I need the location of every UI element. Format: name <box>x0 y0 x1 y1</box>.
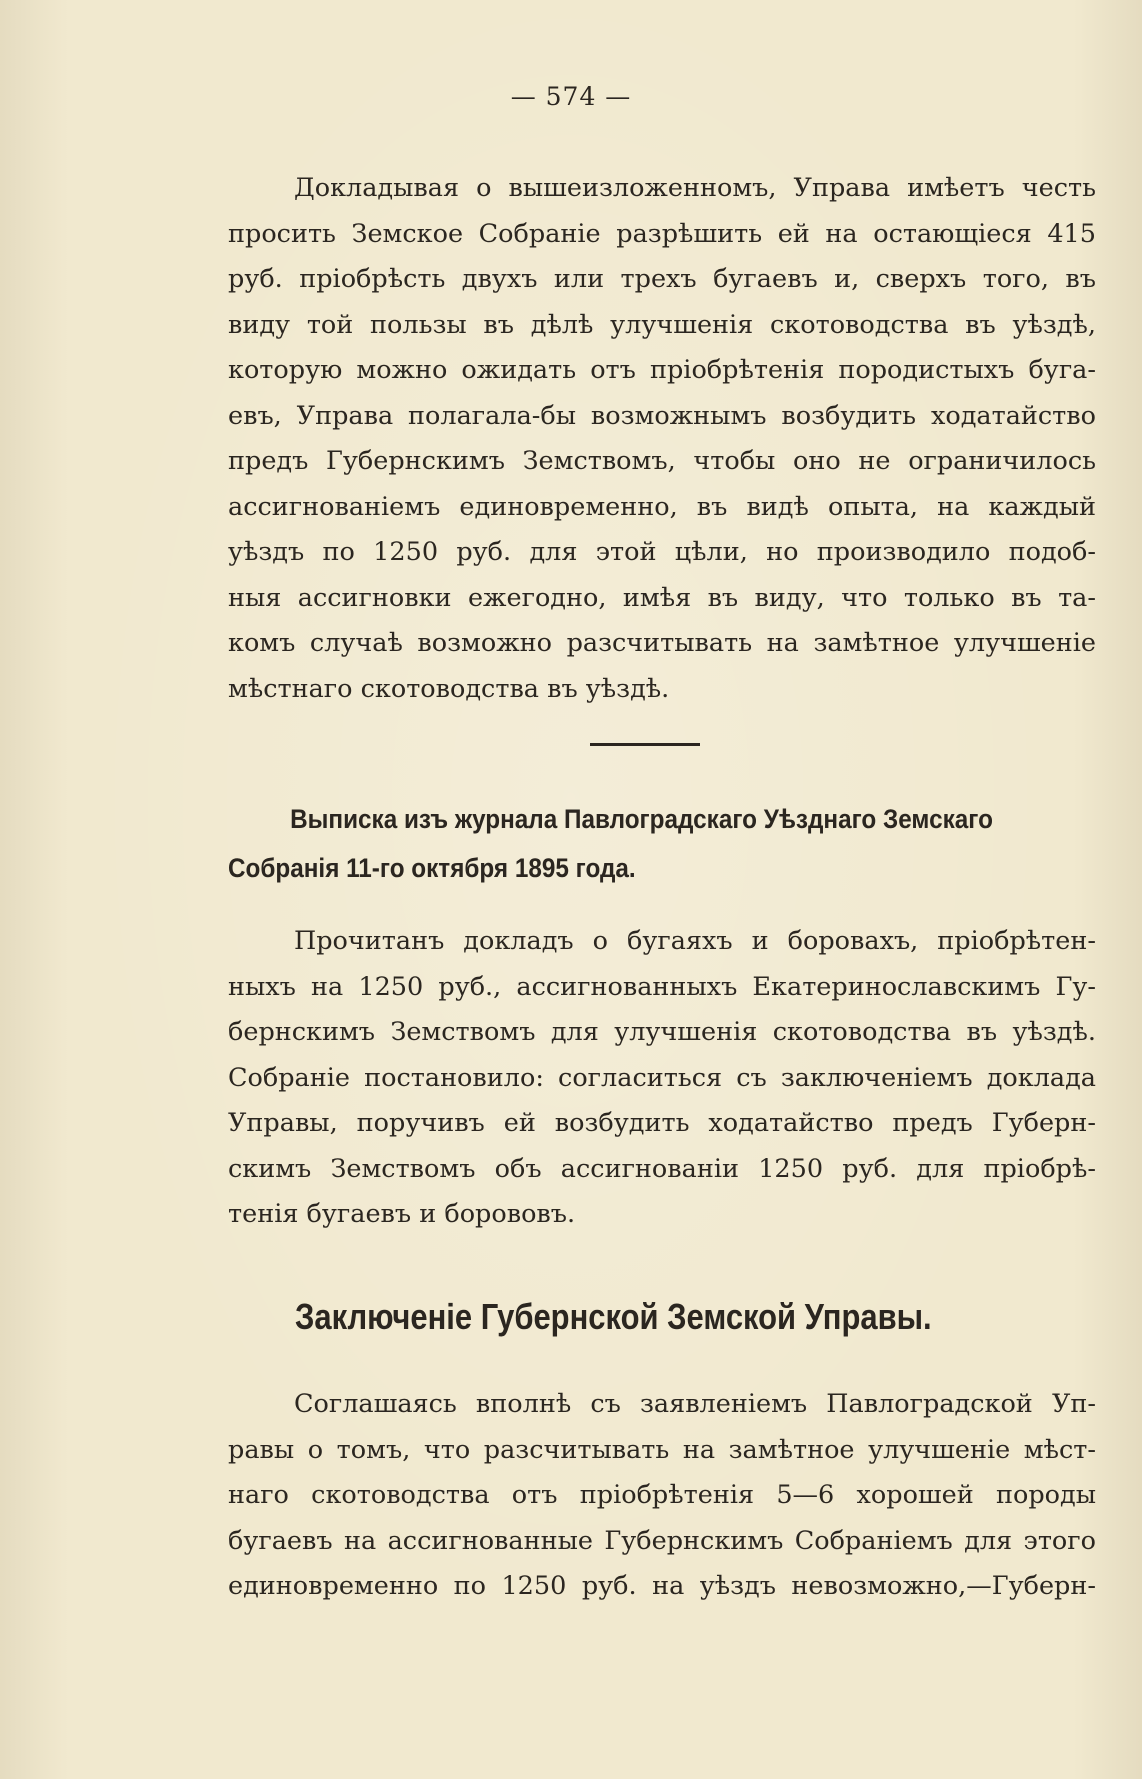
paragraph-line: которую можно ожидать отъ пріобрѣтенія породистыхъ буга- <box>228 355 1096 385</box>
paragraph-line: равы о томъ, что разсчитывать на замѣтное улучшеніе мѣст- <box>228 1434 1096 1465</box>
report-paragraph <box>228 166 1096 712</box>
paragraph-line: ассигнованіемъ единовременно, въ видѣ опыта, на каждый <box>228 491 1096 522</box>
paragraph-line: просить Земское Собраніе разрѣшить ей на остающіеся 415 <box>228 218 1096 249</box>
extract-heading <box>228 795 1096 893</box>
paragraph-line: скимъ Земствомъ объ ассигнованіи 1250 руб. для пріобрѣ- <box>228 1153 1096 1184</box>
paragraph-line: руб. пріобрѣсть двухъ или трехъ бугаевъ и, сверхъ того, въ <box>228 264 1096 294</box>
paragraph-line: Соглашаясь вполнѣ съ заявленіемъ Павлоградской Уп- <box>294 1389 1096 1419</box>
paragraph-line: Прочитанъ докладъ о бугаяхъ и боровахъ, пріобрѣтен- <box>294 926 1096 956</box>
paragraph-line: наго скотоводства отъ пріобрѣтенія 5—6 хорошей породы <box>228 1480 1096 1510</box>
paragraph-line: Собраніе постановило: согласиться съ заключеніемъ доклада <box>228 1062 1096 1093</box>
paragraph-line: виду той пользы въ дѣлѣ улучшенія скотоводства въ уѣздѣ, <box>228 309 1096 340</box>
conclusion-paragraph <box>228 1382 1096 1610</box>
extract-paragraph <box>228 919 1096 1238</box>
paragraph-line: тенія бугаевъ и борововъ. <box>228 1199 576 1229</box>
paragraph-line: бугаевъ на ассигнованные Губернскимъ Собраніемъ для этого <box>228 1525 1096 1556</box>
heading-line: Собранія 11-го октября 1895 года. <box>228 853 636 883</box>
paragraph-line: предъ Губернскимъ Земствомъ, чтобы оно не ограничилось <box>228 446 1096 476</box>
page-number: — 574 — <box>510 82 632 111</box>
section-divider <box>590 743 700 746</box>
paragraph-line: евъ, Управа полагала-бы возможнымъ возбудить ходатайство <box>228 400 1096 431</box>
paragraph-line: уѣздъ по 1250 руб. для этой цѣли, но производило подоб- <box>228 537 1096 567</box>
heading-line: Выписка изъ журнала Павлоградскаго Уѣзднаго Земскаго <box>290 804 993 834</box>
paragraph-line: Докладывая о вышеизложенномъ, Управа имѣетъ честь <box>294 173 1096 203</box>
paragraph-line: ныя ассигновки ежегодно, имѣя въ виду, что только въ та- <box>228 582 1096 613</box>
paragraph-line: ныхъ на 1250 руб., ассигнованныхъ Екатеринославскимъ Гу- <box>228 971 1096 1002</box>
paragraph-line: бернскимъ Земствомъ для улучшенія скотоводства въ уѣздѣ. <box>228 1017 1096 1047</box>
paragraph-line: Управы, поручивъ ей возбудить ходатайство предъ Губерн- <box>228 1108 1096 1138</box>
paragraph-line: комъ случаѣ возможно разсчитывать на замѣтное улучшеніе <box>228 628 1096 658</box>
conclusion-heading: Заключеніе Губернской Земской Управы. <box>295 1296 932 1337</box>
paragraph-line: мѣстнаго скотоводства въ уѣздѣ. <box>228 673 670 704</box>
paragraph-line: единовременно по 1250 руб. на уѣздъ невозможно,—Губерн- <box>228 1571 1096 1601</box>
